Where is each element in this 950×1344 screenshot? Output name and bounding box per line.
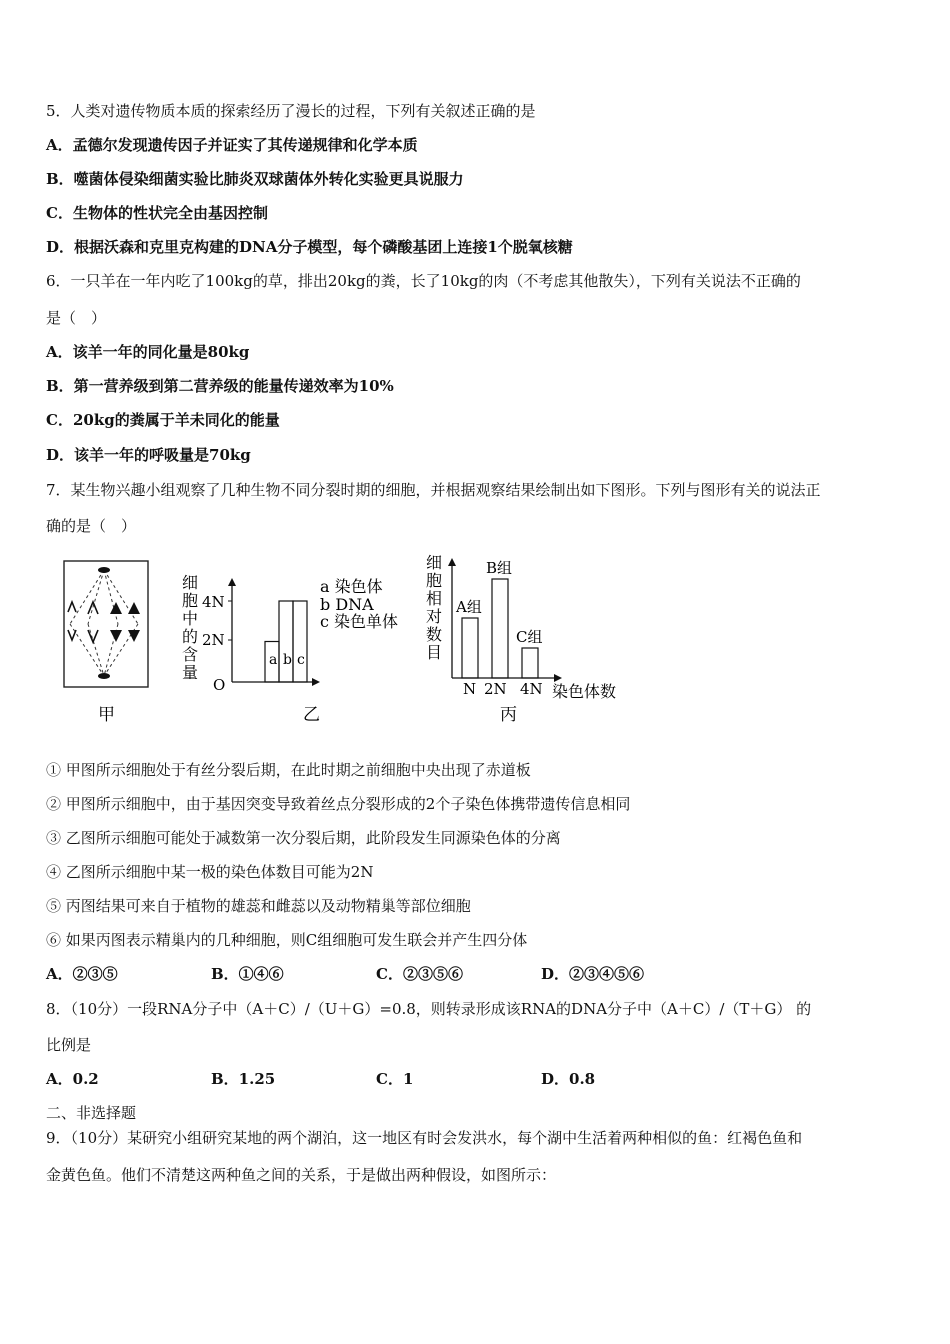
jia-centriole-top [98,567,110,573]
bing-xlabel: 染色体数 [552,682,617,701]
q5-option-c: C．生物体的性状完全由基因控制 [46,204,268,222]
yi-bar-2 [293,601,307,682]
q5-option-d: D．根据沃森和克里克构建的DNA分子模型，每个磷酸基团上连接1个脱氧核糖 [46,238,573,256]
figure-bing [426,553,616,725]
yi-y-axis-arrow [228,578,236,586]
section-title: 二、非选择题 [46,1104,137,1122]
jia-chromosomes-upper-dark [110,602,140,614]
q7-option-d: D．②③④⑤⑥ [541,965,645,983]
bing-y-axis-arrow [448,558,456,566]
yi-ytick-2n: 2N [202,631,225,649]
yi-bar-1 [279,601,293,682]
bing-ylabel-char: 细 [426,553,443,572]
yi-ylabel-char: 中 [182,609,199,628]
bing-xtick-2n: 2N [484,680,507,698]
yi-ytick-o: O [213,676,226,694]
q6-option-c: C．20kg的粪属于羊未同化的能量 [46,411,280,429]
yi-x-axis-arrow [312,678,320,686]
jia-chromosomes-upper [68,602,98,614]
yi-ylabel-char: 细 [182,573,199,592]
q7-option-a: A．②③⑤ [46,965,118,983]
yi-ytick-4n: 4N [202,593,225,611]
yi-bar-letter: a [269,652,278,668]
yi-bar-letter: c [297,652,305,668]
q6-option-a: A．该羊一年的同化量是80kg [46,343,250,361]
yi-legend-a: a 染色体 [320,577,383,596]
q9-stem-line2: 金黄色鱼。他们不清楚这两种鱼之间的关系，于是做出两种假设，如图所示： [46,1166,557,1184]
q5-option-b: B．噬菌体侵染细菌实验比肺炎双球菌体外转化实验更具说服力 [46,170,464,188]
q7-statement-6: ⑥ 如果丙图表示精巢内的几种细胞，则C组细胞可发生联会并产生四分体 [46,931,528,949]
q7-statement-5: ⑤ 丙图结果可来自于植物的雄蕊和雌蕊以及动物精巢等部位细胞 [46,897,471,915]
q8-stem-line1: 8．（10分）一段RNA分子中（A＋C）/（U＋G）=0.8，则转录形成该RNA的DNA分子中（A＋C）/（T＋G） 的 [46,1000,812,1018]
yi-ylabel-char: 胞 [182,591,199,610]
bing-x-axis-arrow [554,674,562,682]
yi-ylabel [182,573,198,682]
yi-bars [265,601,307,682]
bing-bars [455,559,542,678]
yi-ylabel-char: 的 [182,627,199,646]
bing-ylabel-char: 胞 [426,571,443,590]
jia-chromosomes-lower [68,630,98,642]
jia-label: 甲 [98,705,115,725]
q6-stem-line1: 6．一只羊在一年内吃了100kg的草，排出20kg的粪，长了10kg的肉（不考虑其他散失），下列有关说法不正确的 [46,272,801,290]
q7-statement-4: ④ 乙图所示细胞中某一极的染色体数目可能为2N [46,863,374,881]
bing-ylabel-char: 对 [426,607,443,626]
jia-spindle-fibers [70,570,138,676]
q9-stem-line1: 9．（10分）某研究小组研究某地的两个湖泊，这一地区有时会发洪水，每个湖中生活着两种相似的鱼：红褐色鱼和 [46,1129,803,1147]
bing-ylabel-char: 目 [426,643,443,662]
q8-option-b: B．1.25 [211,1070,276,1088]
bing-ylabel [426,553,442,662]
q6-stem-line2: 是（ ） [46,309,107,327]
q7-statement-1: ① 甲图所示细胞处于有丝分裂后期，在此时期之前细胞中央出现了赤道板 [46,761,531,779]
jia-chromosomes-lower-dark [110,630,140,642]
bing-group-label: B组 [486,559,513,577]
yi-legend-c: c 染色单体 [320,612,399,631]
bing-label: 丙 [500,705,517,725]
q5-option-a: A．孟德尔发现遗传因子并证实了其传递规律和化学本质 [46,136,418,154]
q7-option-c: C．②③⑤⑥ [376,965,463,983]
bing-xtick-4n: 4N [520,680,543,698]
q8-option-d: D．0.8 [541,1070,596,1088]
q6-option-d: D．该羊一年的呼吸量是70kg [46,446,251,464]
yi-bar-letter: b [283,652,292,668]
q7-statement-3: ③ 乙图所示细胞可能处于减数第一次分裂后期，此阶段发生同源染色体的分离 [46,829,561,847]
yi-legend-b: b DNA [320,595,374,614]
bing-bar-1 [492,579,508,678]
bing-bar-2 [522,648,538,678]
bing-group-label: A组 [456,598,482,616]
jia-centriole-bottom [98,673,110,679]
figure-jia [64,561,148,725]
q5-stem: 5．人类对遗传物质本质的探索经历了漫长的过程，下列有关叙述正确的是 [46,102,536,120]
bing-ylabel-char: 相 [426,589,443,608]
q7-statement-2: ② 甲图所示细胞中，由于基因突变导致着丝点分裂形成的2个子染色体携带遗传信息相同 [46,795,631,813]
q7-option-b: B．①④⑥ [211,965,284,983]
q8-stem-line2: 比例是 [46,1036,92,1054]
bing-group-label: C组 [516,628,543,646]
yi-ylabel-char: 量 [182,663,199,682]
bing-bar-0 [462,618,478,678]
yi-ylabel-char: 含 [182,645,199,664]
bing-ylabel-char: 数 [426,625,443,644]
yi-label: 乙 [303,705,320,725]
bing-xtick-n: N [463,680,477,698]
q6-option-b: B．第一营养级到第二营养级的能量传递效率为10% [46,377,394,395]
figure-yi [182,573,398,725]
q8-option-c: C．1 [376,1070,414,1088]
jia-cell-outline [64,561,148,687]
q7-stem-line1: 7．某生物兴趣小组观察了几种生物不同分裂时期的细胞，并根据观察结果绘制出如下图形。下列与图形有关的说法正 [46,481,821,499]
q7-stem-line2: 确的是（ ） [46,517,137,535]
q8-option-a: A．0.2 [46,1070,99,1088]
yi-legend [320,577,398,631]
